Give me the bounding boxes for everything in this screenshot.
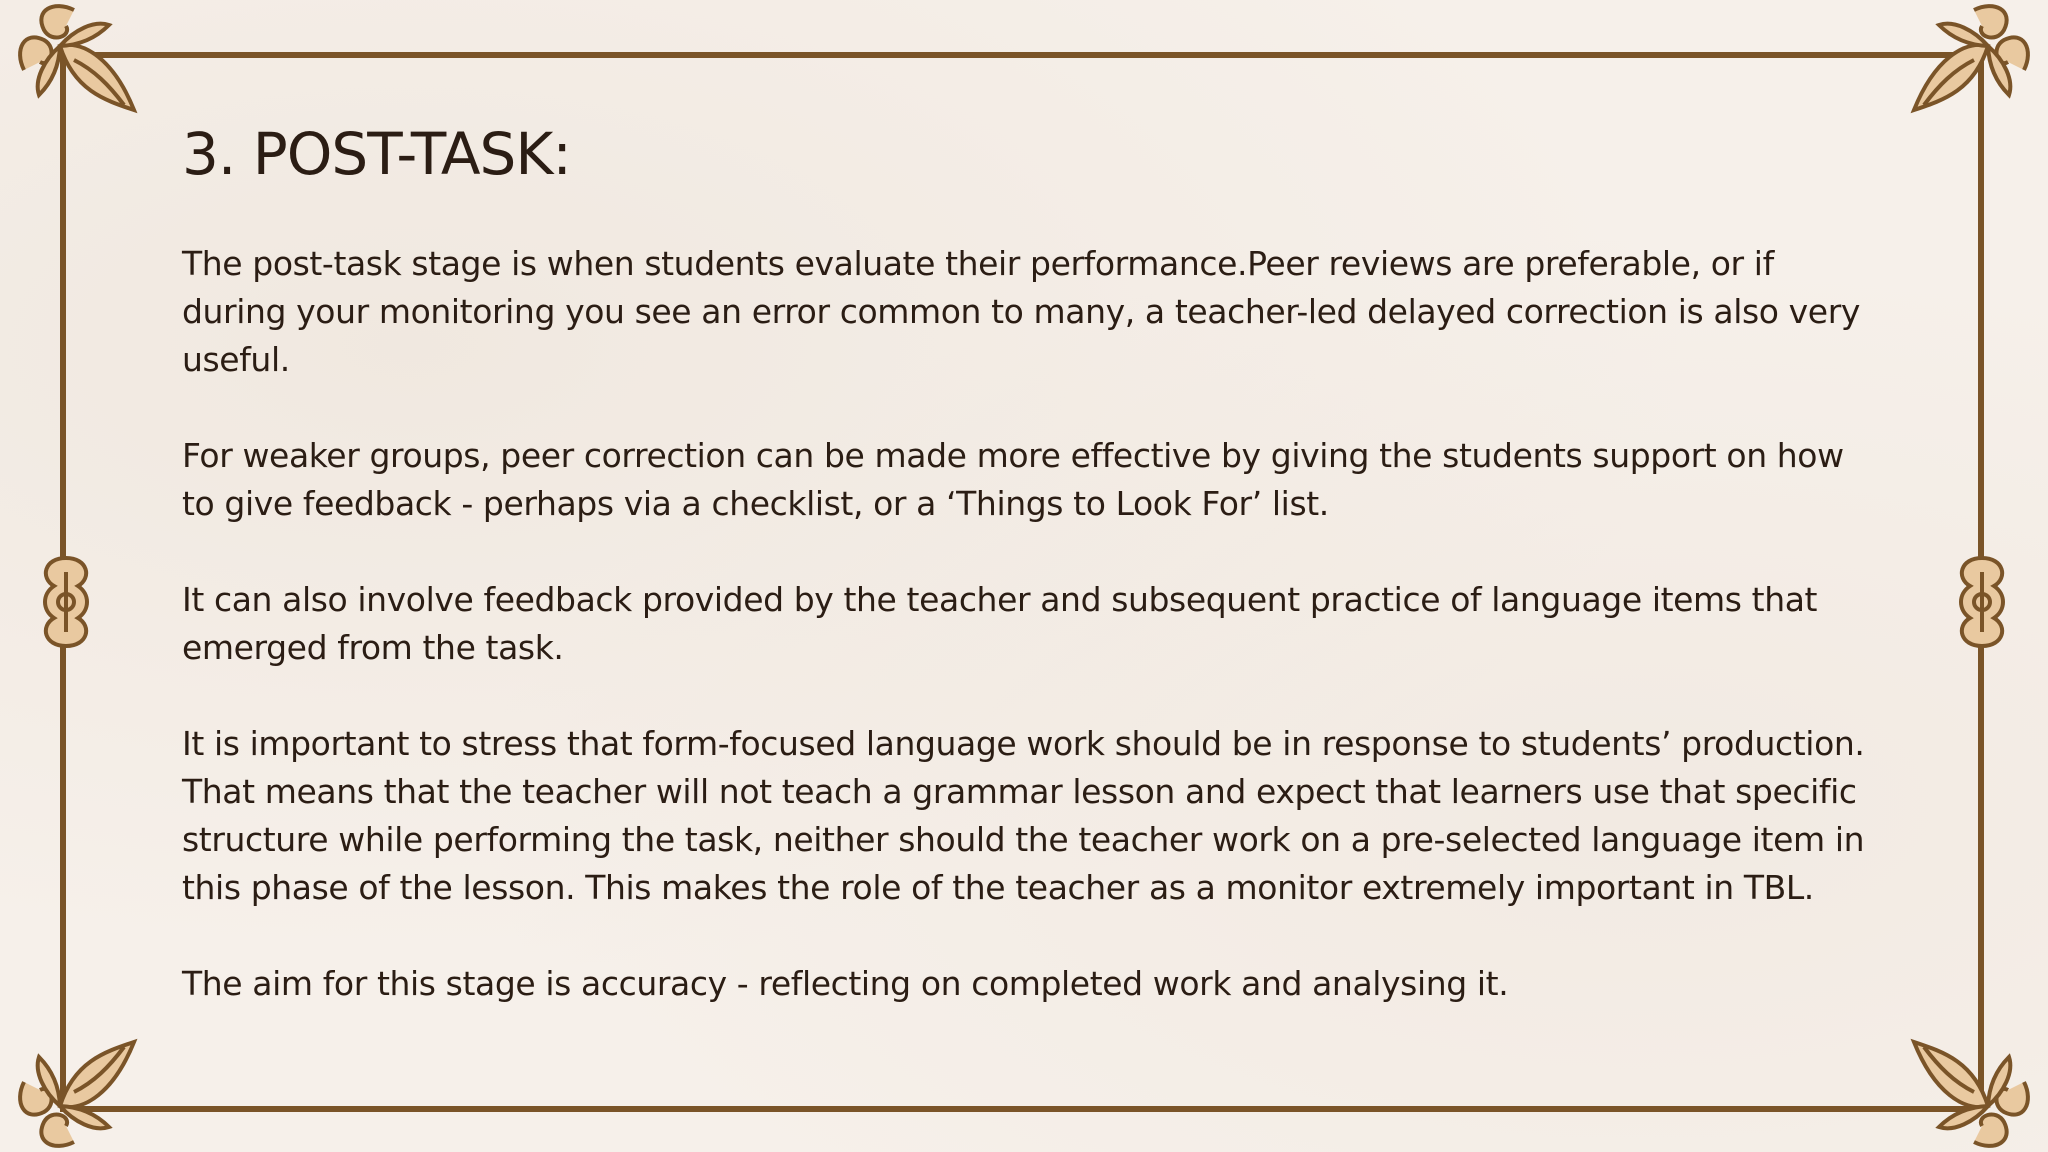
paragraph-weaker-groups: For weaker groups, peer correction can be made more effective by giving the students support on how to give feedback - perhaps via a checklist, or a ‘Things to Look For’ list. [182, 435, 1844, 523]
corner-ornament-top-left [14, 0, 144, 126]
paragraph-post-task-definition: The post-task stage is when students evaluate their performance.Peer reviews are preferable, or if during your monitoring you see an error common to many, a teacher-led delayed correction is also very useful. [182, 243, 1861, 379]
side-ornament-left [34, 552, 98, 652]
side-ornament-right [1950, 552, 2014, 652]
slide-title: 3. POST-TASK: [182, 120, 571, 188]
corner-ornament-top-right [1904, 0, 2034, 126]
slide-content [182, 120, 1882, 1056]
corner-ornament-bottom-left [14, 1026, 144, 1152]
paragraph-aim-accuracy: The aim for this stage is accuracy - reflecting on completed work and analysing it. [182, 963, 1509, 1003]
corner-ornament-bottom-right [1904, 1026, 2034, 1152]
paragraph-teacher-feedback: It can also involve feedback provided by the teacher and subsequent practice of language items that emerged from the task. [182, 579, 1818, 667]
paragraph-form-focused-work: It is important to stress that form-focused language work should be in response to students’ production. That means that the teacher will not teach a grammar lesson and expect that learners use that specific structure while performing the task, neither should the teacher work on a pre-selected language item in this phase of the lesson. This makes the role of the teacher as a monitor extremely important in TBL. [182, 723, 1865, 907]
